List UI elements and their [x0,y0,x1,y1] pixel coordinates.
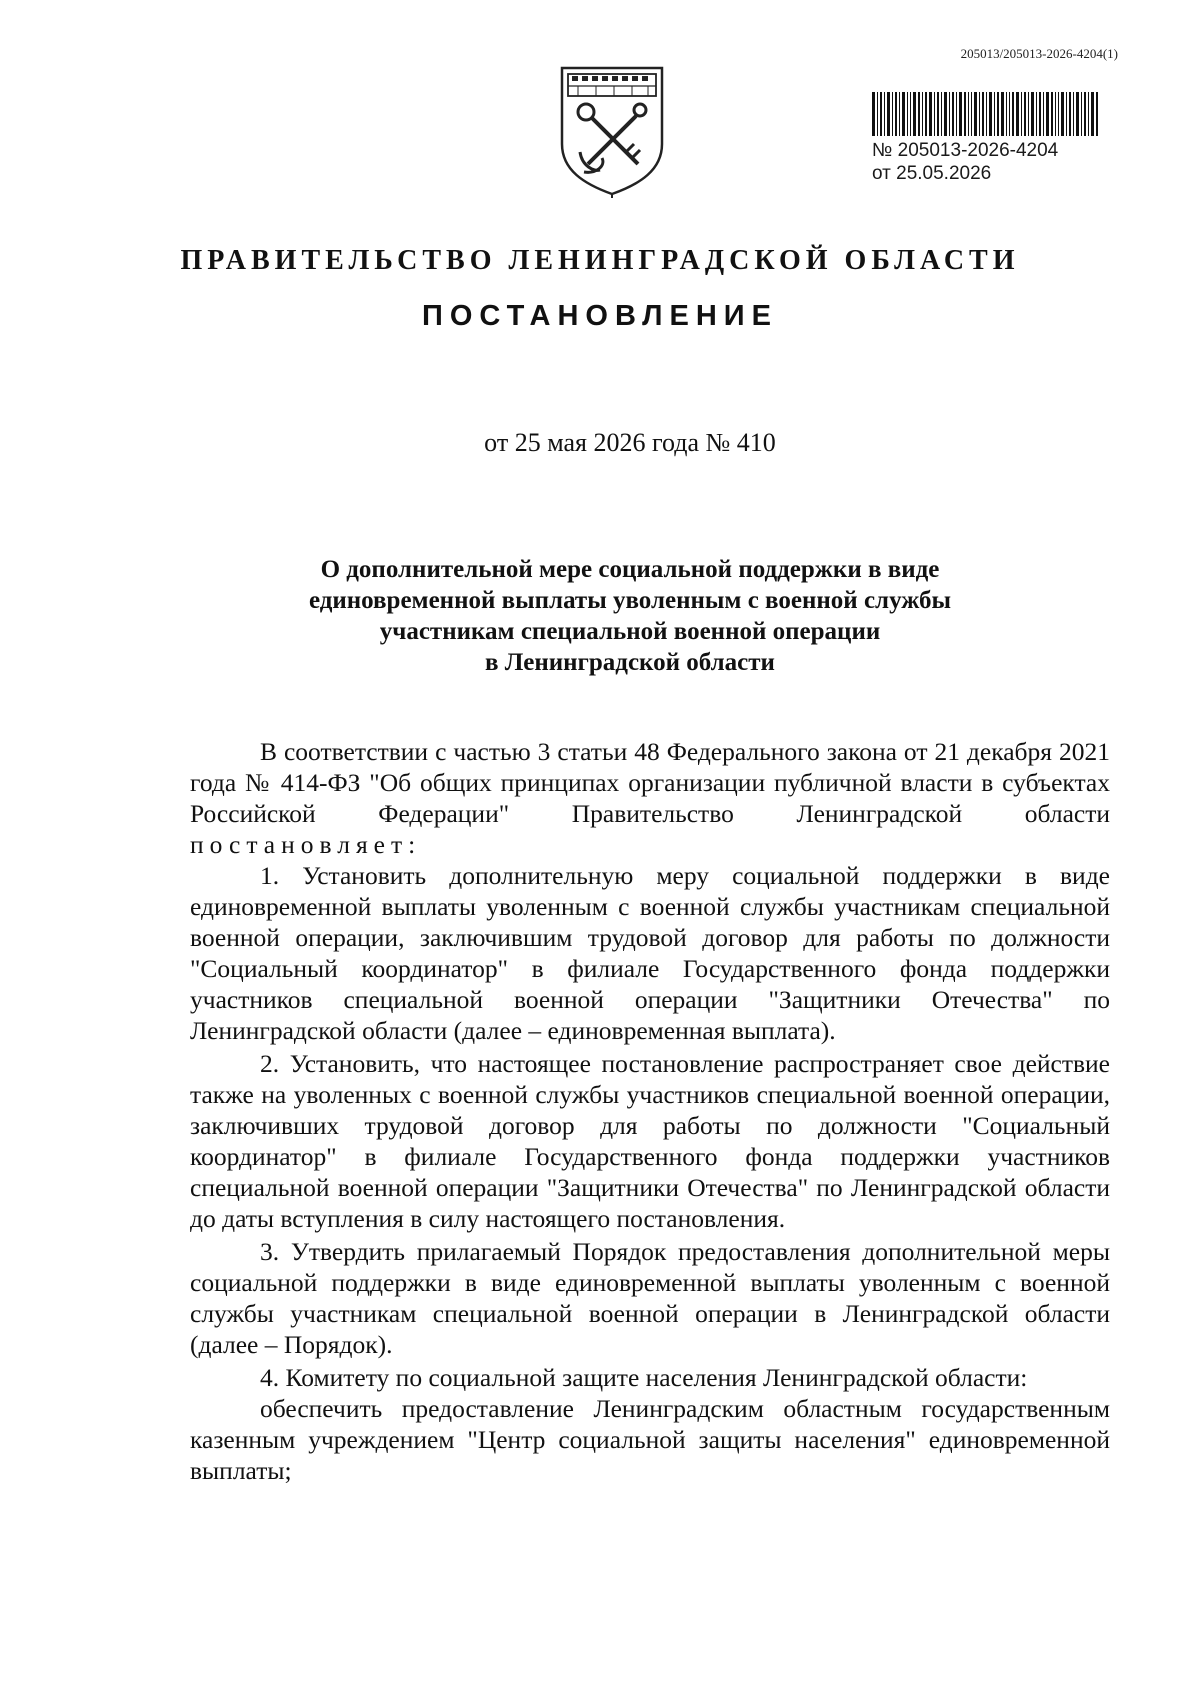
item-paragraph: 3. Утвердить прилагаемый Порядок предоставления дополнительной меры социальной поддержки в виде единовременной выплаты уволенным с военной службы участникам специальной военной операции в Ленинградской области (далее – Порядок). [190,1237,1110,1359]
preamble-paragraph [190,736,1110,860]
registration-date: от 25.05.2026 [872,163,992,184]
document-subject [260,554,1000,678]
document-date-number: от 25 мая 2026 года № 410 [484,428,776,457]
registration-block [872,92,1104,185]
item-paragraph: 1. Установить дополнительную меру социальной поддержки в виде единовременной выплаты уволенным с военной службы участникам специальной военной операции, заключившим трудовой договор для работы по должности "Социальный координатор" в филиале Государственного фонда поддержки участников специальной военной операции "Защитники Отечества" по Ленинградской области (далее – единовременная выплата). [190,861,1110,1045]
document-body [190,736,1110,1486]
coat-of-arms-icon [556,62,668,198]
government-title: ПРАВИТЕЛЬСТВО ЛЕНИНГРАДСКОЙ ОБЛАСТИ [180,245,1020,276]
subject-line: в Ленинградской области [485,649,775,676]
item-paragraph: 4. Комитету по социальной защите населения Ленинградской области: [260,1363,1028,1392]
document-id: 205013/205013-2026-4204(1) [960,46,1118,61]
preamble-text: В соответствии с частью 3 статьи 48 Федерального закона от 21 декабря 2021 года № 414-ФЗ "Об общих принципах организации публичной власти в субъектах Российской Федерации" Правительство Ленинградской области [190,737,1110,828]
barcode-icon [872,92,1098,136]
subject-line: участникам специальной военной операции [379,618,881,645]
decree-word: постановляет: [190,830,422,859]
registration-number: № 205013-2026-4204 [872,140,1059,161]
subject-line: О дополнительной мере социальной поддержки в виде [320,556,940,583]
document-type: ПОСТАНОВЛЕНИЕ [422,300,778,332]
item-paragraph: 2. Установить, что настоящее постановление распространяет свое действие также на уволенных с военной службы участников специальной военной операции, заключивших трудовой договор для работы по должности "Социальный координатор" в филиале Государственного фонда поддержки участников специальной военной операции "Защитники Отечества" по Ленинградской области до даты вступления в силу настоящего постановления. [190,1049,1110,1233]
item-paragraph: обеспечить предоставление Ленинградским областным государственным казенным учреждением "Центр социальной защиты населения" единовременной выплаты; [190,1394,1110,1485]
subject-line: единовременной выплаты уволенным с военной службы [308,587,952,614]
